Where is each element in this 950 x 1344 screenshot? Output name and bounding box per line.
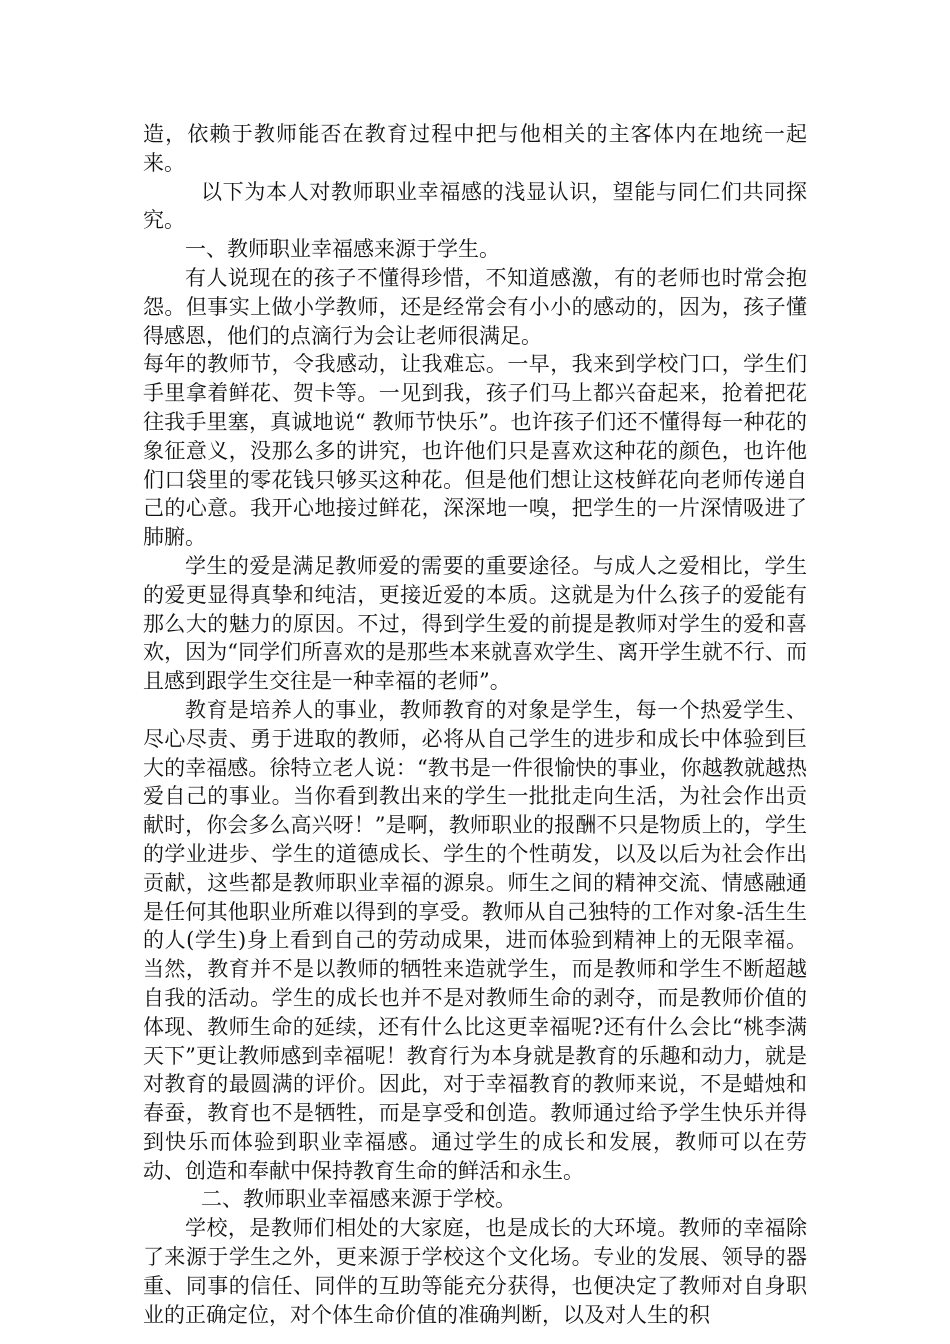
paragraph-education-career: 教育是培养人的事业，教师教育的对象是学生，每一个热爱学生、尽心尽责、勇于进取的教师，必将从自己学生的进步和成长中体验到巨大的幸福感。徐特立老人说：“教书是一件很愉快的事业，你越教就越热爱自己的事业。当你看到教出来的学生一批批走向生活，为社会作出贡献时，你会多么高兴呀！”是啊，教师职业的报酬不只是物质上的，学生的学业进步、学生的道德成长、学生的个性萌发，以及以后为社会作出贡献，这些都是教师职业幸福的源泉。师生之间的精神交流、情感融通是任何其他职业所难以得到的享受。教师从自己独特的工作对象-活生生的人(学生)身上看到自己的劳动成果，进而体验到精神上的无限幸福。当然，教育并不是以教师的牺牲来造就学生，而是教师和学生不断超越自我的活动。学生的成长也并不是对教师生命的剥夺，而是教师价值的体现、教师生命的延续，还有什么比这更幸福呢?还有什么会比“桃李满天下”更让教师感到幸福呢！教育行为本身就是教育的乐趣和动力，就是对教育的最圆满的评价。因此，对于幸福教育的教师来说，不是蜡烛和春蚕，教育也不是牺牲，而是享受和创造。教师通过给予学生快乐并得到快乐而体验到职业幸福感。通过学生的成长和发展，教师可以在劳动、创造和奉献中保持教育生命的鲜活和永生。 — [143, 697, 807, 1183]
document-page — [143, 120, 807, 1329]
section-heading-1: 一、教师职业幸福感来源于学生。 — [185, 237, 500, 262]
paragraph-students-gratitude: 有人说现在的孩子不懂得珍惜，不知道感激，有的老师也时常会抱怨。但事实上做小学教师，还是经常会有小小的感动的，因为，孩子懂得感恩，他们的点滴行为会让老师很满足。 — [143, 265, 807, 348]
section-heading-2: 二、教师职业幸福感来源于学校。 — [201, 1187, 516, 1212]
paragraph-continuation: 造，依赖于教师能否在教育过程中把与他相关的主客体内在地统一起来。 — [143, 122, 807, 175]
paragraph-school: 学校，是教师们相处的大家庭，也是成长的大环境。教师的幸福除了来源于学生之外，更来源于学校这个文化场。专业的发展、领导的器重、同事的信任、同伴的互助等能充分获得，也便决定了教师对自身职业的正确定位，对个体生命价值的准确判断，以及对人生的积 — [143, 1216, 807, 1327]
paragraph-teachers-day: 每年的教师节，令我感动，让我难忘。一早，我来到学校门口，学生们手里拿着鲜花、贺卡等。一见到我，孩子们马上都兴奋起来，抢着把花往我手里塞，真诚地说“ 教师节快乐”。也许孩子们还不懂得每一种花的象征意义，没那么多的讲究，也许他们只是喜欢这种花的颜色，也许他们口袋里的零花钱只够买这种花。但是他们想让这枝鲜花向老师传递自己的心意。我开心地接过鲜花，深深地一嗅，把学生的一片深情吸进了肺腑。 — [143, 352, 807, 550]
paragraph-intro: 以下为本人对教师职业幸福感的浅显认识，望能与同仁们共同探究。 — [143, 179, 807, 233]
paragraph-students-love: 学生的爱是满足教师爱的需要的重要途径。与成人之爱相比，学生的爱更显得真挚和纯洁，更接近爱的本质。这就是为什么孩子的爱能有那么大的魅力的原因。不过，得到学生爱的前提是教师对学生的爱和喜欢，因为“同学们所喜欢的是那些本来就喜欢学生、离开学生就不行、而且感到跟学生交往是一种幸福的老师”。 — [143, 553, 807, 694]
